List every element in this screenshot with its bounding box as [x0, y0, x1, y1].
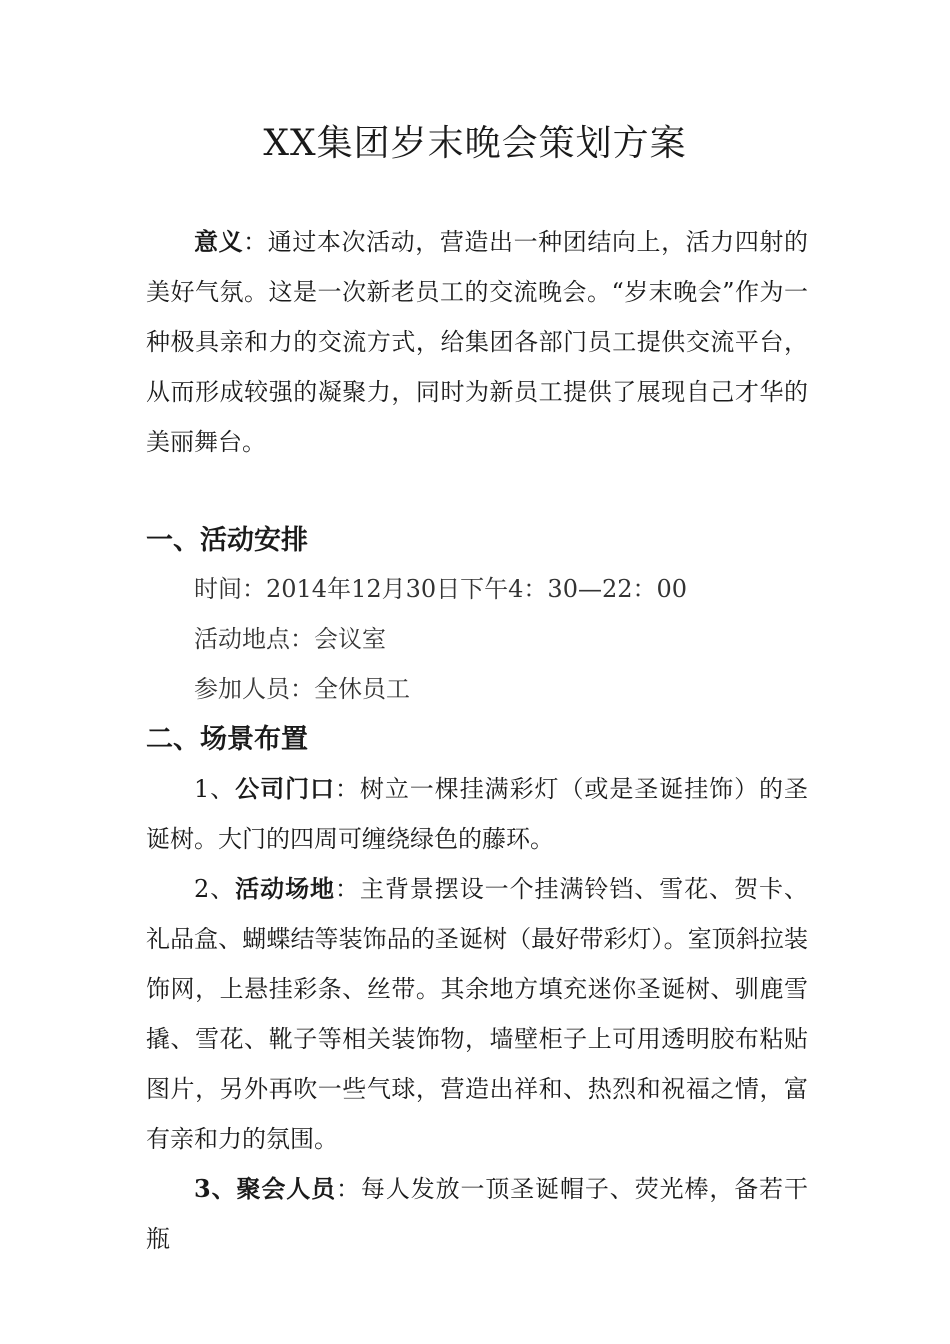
- scene-item-3-text: ：每人发放一顶圣诞帽子、荧光棒，备若干瓶: [146, 1175, 809, 1253]
- scene-item-1: [146, 764, 808, 864]
- scene-item-3-label: 聚会人员: [236, 1174, 337, 1203]
- scene-item-3: [146, 1164, 808, 1264]
- document-title: XX集团岁末晚会策划方案: [263, 123, 687, 164]
- scene-item-1-text: ：树立一棵挂满彩灯（或是圣诞挂饰）的圣诞树。大门的四周可缠绕绿色的藤环。: [146, 775, 809, 853]
- activity-time: 时间：2014年12月30日下午4：30—22：00: [194, 575, 688, 603]
- scene-item-2-text: ：主背景摆设一个挂满铃铛、雪花、贺卡、礼品盒、蝴蝶结等装饰品的圣诞树（最好带彩灯）。室顶斜拉装饰网，上悬挂彩条、丝带。其余地方填充迷你圣诞树、驯鹿雪撬、雪花、靴子等相关装饰物，墙壁柜子上可用透明胶布粘贴图片，另外再吹一些气球，营造出祥和、热烈和祝福之情，富有亲和力的氛围。: [146, 875, 809, 1153]
- scene-item-2-label: 活动场地: [235, 874, 335, 903]
- intro-label: 意义: [194, 227, 244, 256]
- section-heading-activity: 一、活动安排: [146, 525, 308, 556]
- scene-item-2: [146, 864, 808, 1164]
- intro-paragraph: [146, 217, 808, 467]
- activity-people: 参加人员：全休员工: [194, 675, 410, 703]
- scene-item-3-number: 3、: [194, 1174, 237, 1203]
- intro-text: ：通过本次活动，营造出一种团结向上，活力四射的美好气氛。这是一次新老员工的交流晚会。“岁末晚会”作为一种极具亲和力的交流方式，给集团各部门员工提供交流平台，从而形成较强的凝聚力，同时为新员工提供了展现自己才华的美丽舞台。: [146, 228, 809, 456]
- scene-item-2-number: 2、: [194, 875, 236, 903]
- activity-place: 活动地点：会议室: [194, 625, 386, 653]
- section-heading-scene: 二、场景布置: [146, 724, 308, 755]
- scene-item-1-number: 1、: [194, 775, 236, 803]
- scene-item-1-label: 公司门口: [235, 774, 335, 803]
